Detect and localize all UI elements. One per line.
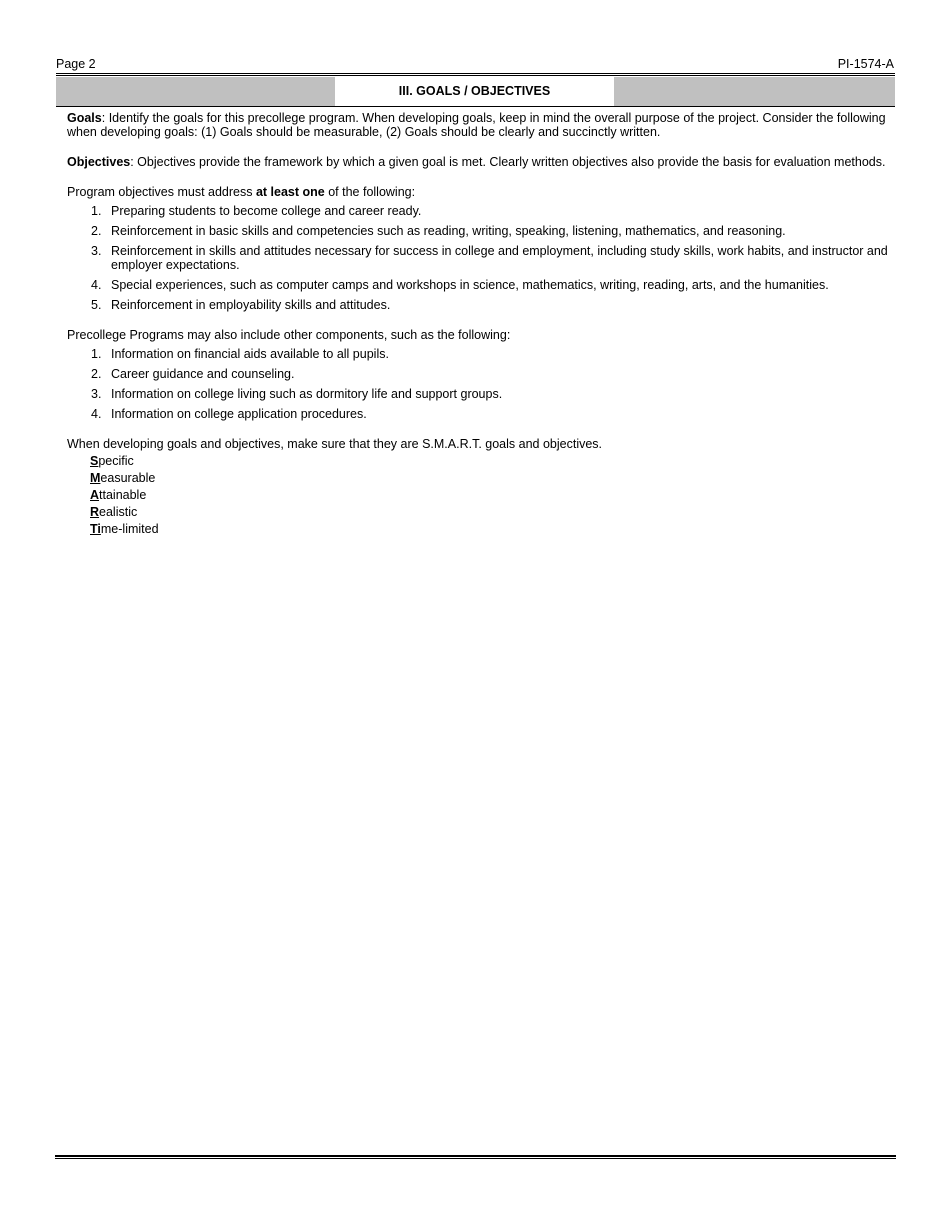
- list-item: 4. Special experiences, such as computer camps and workshops in science, mathematics, writing, reading, arts, and the humanities.: [91, 278, 829, 292]
- list-item: 3. Information on college living such as dormitory life and support groups.: [91, 387, 503, 401]
- list-item: 4. Information on college application procedures.: [91, 407, 367, 421]
- smart-item: Realistic: [90, 505, 138, 519]
- smart-list: [90, 453, 889, 538]
- goals-term: Goals: [67, 111, 102, 125]
- list-item: 2. Reinforcement in basic skills and competencies such as reading, writing, speaking, listening, mathematics, and reasoning.: [91, 224, 786, 238]
- list-item: 1. Preparing students to become college and career ready.: [91, 204, 422, 218]
- other-components-intro: Precollege Programs may also include other components, such as the following:: [67, 328, 511, 342]
- section-divider: [56, 106, 895, 107]
- objectives-term: Objectives: [67, 155, 131, 169]
- header-rule: [56, 73, 895, 76]
- page-header: [56, 57, 894, 73]
- objectives-text: : Objectives provide the framework by which a given goal is met. Clearly written objectives also provide the basis for evaluation methods.: [130, 155, 886, 169]
- page-number: Page 2: [56, 57, 96, 71]
- list-item: 1. Information on financial aids available to all pupils.: [91, 347, 389, 361]
- objectives-paragraph: [67, 155, 889, 169]
- document-body: [67, 111, 889, 538]
- smart-item: Time-limited: [90, 522, 159, 536]
- form-id: PI-1574-A: [837, 57, 894, 71]
- list-item: 2. Career guidance and counseling.: [91, 367, 295, 381]
- program-objectives-intro: Program objectives must address at least one of the following:: [67, 185, 416, 199]
- goals-paragraph: [67, 111, 889, 139]
- footer-rule: [55, 1155, 896, 1159]
- smart-item: Specific: [90, 454, 134, 468]
- smart-intro: When developing goals and objectives, make sure that they are S.M.A.R.T. goals and objectives.: [67, 437, 603, 451]
- list-item: 3. Reinforcement in skills and attitudes necessary for success in college and employment, including study skills, work habits, and instructor and employer expectations.: [91, 244, 888, 272]
- section-title: III. GOALS / OBJECTIVES: [335, 77, 614, 106]
- other-components-list: [67, 347, 889, 421]
- goals-text: : Identify the goals for this precollege program. When developing goals, keep in mind the overall purpose of the project. Consider the following when developing goals: (1) Goals should be measurable, (2) Goals should be clearly and succinctly written.: [67, 111, 886, 139]
- program-objectives-list: [67, 204, 889, 312]
- smart-item: Attainable: [90, 488, 147, 502]
- smart-item: Measurable: [90, 471, 156, 485]
- section-header-bar: [56, 77, 895, 106]
- list-item: 5. Reinforcement in employability skills and attitudes.: [91, 298, 391, 312]
